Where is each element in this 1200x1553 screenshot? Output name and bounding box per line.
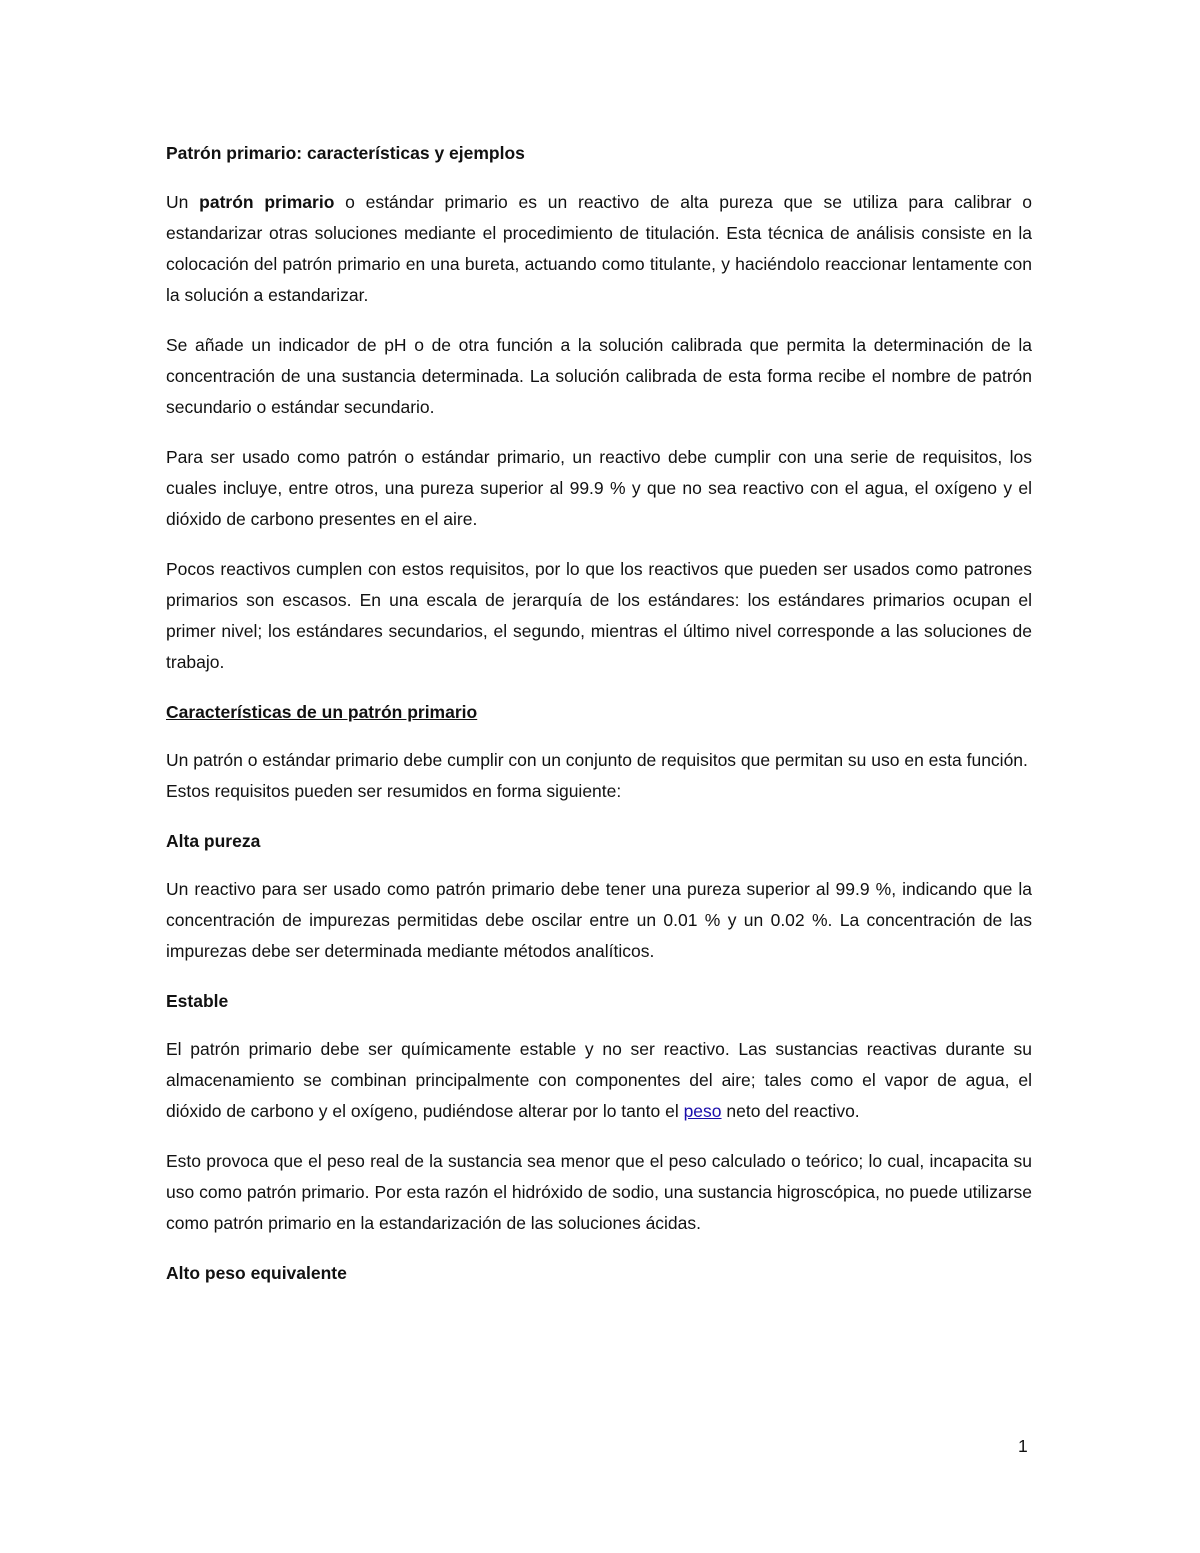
document-title: Patrón primario: características y ejemplos [166, 143, 525, 163]
estable-text-rest: neto del reactivo. [721, 1101, 860, 1121]
estable-paragraph-1 [166, 1034, 1032, 1127]
intro-bold-term: patrón primario [199, 192, 335, 212]
document-page [166, 138, 1032, 1306]
alta-pureza-paragraph: Un reactivo para ser usado como patrón primario debe tener una pureza superior al 99.9 %, indicando que la concentración de impurezas permitidas debe oscilar entre un 0.01 % y un 0.02 %. La concentración de las impurezas debe ser determinada mediante métodos analíticos. [166, 879, 1032, 961]
section-intro-paragraph: Un patrón o estándar primario debe cumplir con un conjunto de requisitos que permitan su uso en esta función. Estos requisitos pueden ser resumidos en forma siguiente: [166, 750, 1028, 801]
subheading-estable: Estable [166, 991, 229, 1011]
peso-link[interactable]: peso [683, 1101, 722, 1121]
intro-paragraph-2: Se añade un indicador de pH o de otra función a la solución calibrada que permita la determinación de la concentración de una sustancia determinada. La solución calibrada de esta forma recibe el nombre de patrón secundario o estándar secundario. [166, 335, 1032, 417]
estable-paragraph-2: Esto provoca que el peso real de la sustancia sea menor que el peso calculado o teórico; lo cual, incapacita su uso como patrón primario. Por esta razón el hidróxido de sodio, una sustancia higroscópica, no puede utilizarse como patrón primario en la estandarización de las soluciones ácidas. [166, 1151, 1032, 1233]
intro-paragraph-4: Pocos reactivos cumplen con estos requisitos, por lo que los reactivos que pueden ser usados como patrones primarios son escasos. En una escala de jerarquía de los estándares: los estándares primarios ocupan el primer nivel; los estándares secundarios, el segundo, mientras el último nivel corresponde a las soluciones de trabajo. [166, 559, 1032, 672]
intro-text-start: Un [166, 192, 200, 212]
estable-text-start: El patrón primario debe ser químicamente estable y no ser reactivo. Las sustancias reactivas durante su almacenamiento se combinan principalmente con componentes del aire; tales como el vapor de agua, el dióxido de carbono y el oxígeno, pudiéndose alterar por lo tanto el [166, 1039, 1032, 1121]
page-number: 1 [1018, 1436, 1028, 1456]
section-heading-caracteristicas: Características de un patrón primario [166, 702, 478, 722]
intro-paragraph-1 [166, 187, 1032, 311]
intro-paragraph-3: Para ser usado como patrón o estándar primario, un reactivo debe cumplir con una serie de requisitos, los cuales incluye, entre otros, una pureza superior al 99.9 % y que no sea reactivo con el agua, el oxígeno y el dióxido de carbono presentes en el aire. [166, 447, 1032, 529]
intro-text-rest: o estándar primario es un reactivo de alta pureza que se utiliza para calibrar o estandarizar otras soluciones mediante el procedimiento de titulación. Esta técnica de análisis consiste en la colocación del patrón primario en una bureta, actuando como titulante, y haciéndolo reaccionar lentamente con la solución a estandarizar. [166, 192, 1032, 305]
subheading-alta-pureza: Alta pureza [166, 831, 261, 851]
subheading-alto-peso-equivalente: Alto peso equivalente [166, 1263, 347, 1283]
